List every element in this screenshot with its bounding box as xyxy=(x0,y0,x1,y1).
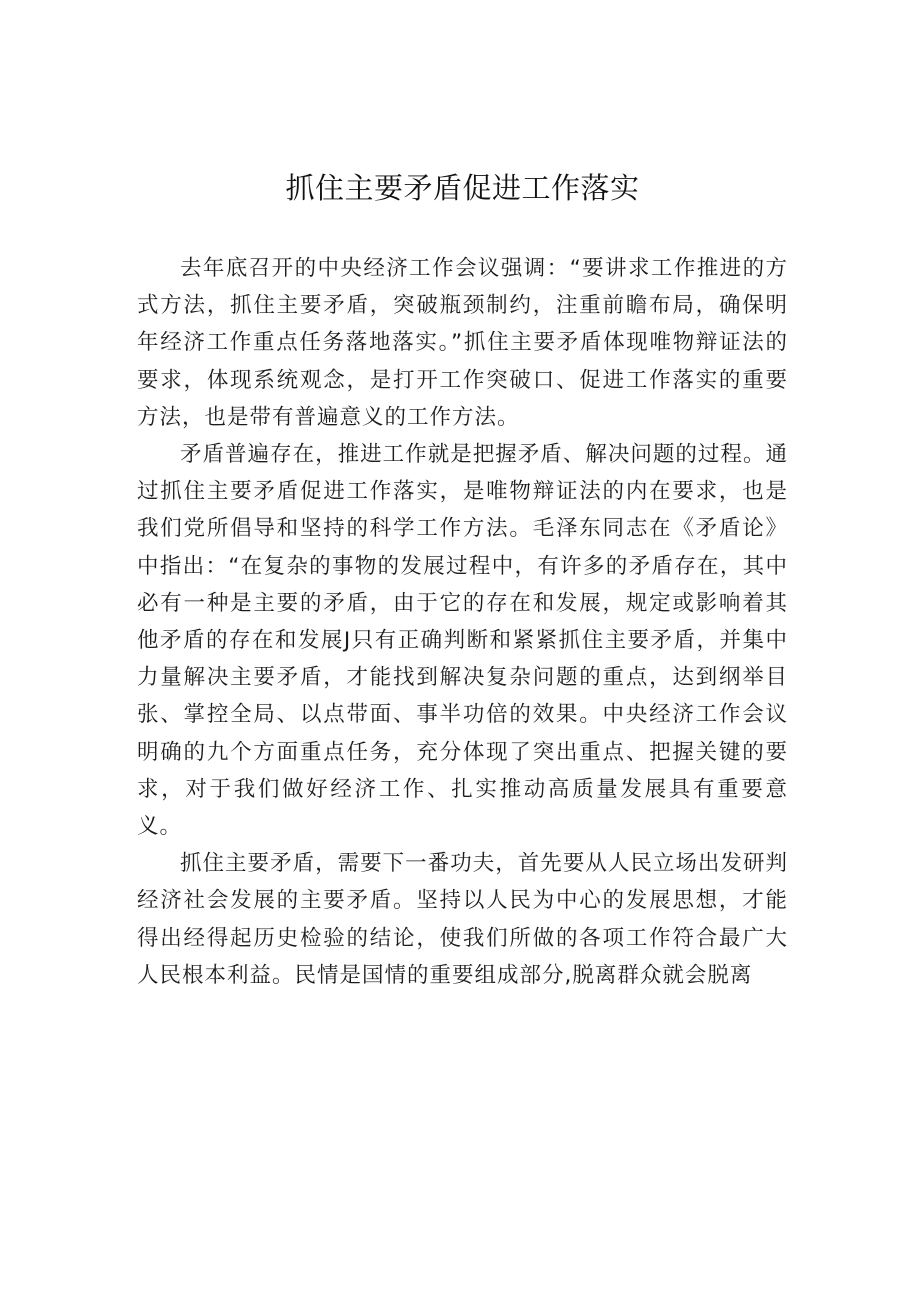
paragraph-1: 去年底召开的中央经济工作会议强调：“要讲求工作推进的方式方法，抓住主要矛盾，突破瓶颈制约，注重前瞻布局，确保明年经济工作重点任务落地落实。”抓住主要矛盾体现唯物辩证法的要求，体现系统观念，是打开工作突破口、促进工作落实的重要方法，也是带有普遍意义的工作方法。 xyxy=(137,256,788,430)
document-body xyxy=(137,250,788,994)
document-title: 抓住主要矛盾促进工作落实 xyxy=(285,171,640,205)
paragraph-3: 抓住主要矛盾，需要下一番功夫，首先要从人民立场出发研判经济社会发展的主要矛盾。坚持以人民为中心的发展思想，才能得出经得起历史检验的结论，使我们所做的各项工作符合最广大人民根本利益。民情是国情的重要组成部分,脱离群众就会脱离 xyxy=(137,851,788,988)
paragraph-2: 矛盾普遍存在，推进工作就是把握矛盾、解决问题的过程。通过抓住主要矛盾促进工作落实，是唯物辩证法的内在要求，也是我们党所倡导和坚持的科学工作方法。毛泽东同志在《矛盾论》中指出：“在复杂的事物的发展过程中，有许多的矛盾存在，其中必有一种是主要的矛盾，由于它的存在和发展，规定或影响着其他矛盾的存在和发展J只有正确判断和紧紧抓住主要矛盾，并集中力量解决主要矛盾，才能找到解决复杂问题的重点，达到纲举目张、掌控全局、以点带面、事半功倍的效果。中央经济工作会议明确的九个方面重点任务，充分体现了突出重点、把握关键的要求，对于我们做好经济工作、扎实推动高质量发展具有重要意义。 xyxy=(137,442,788,840)
